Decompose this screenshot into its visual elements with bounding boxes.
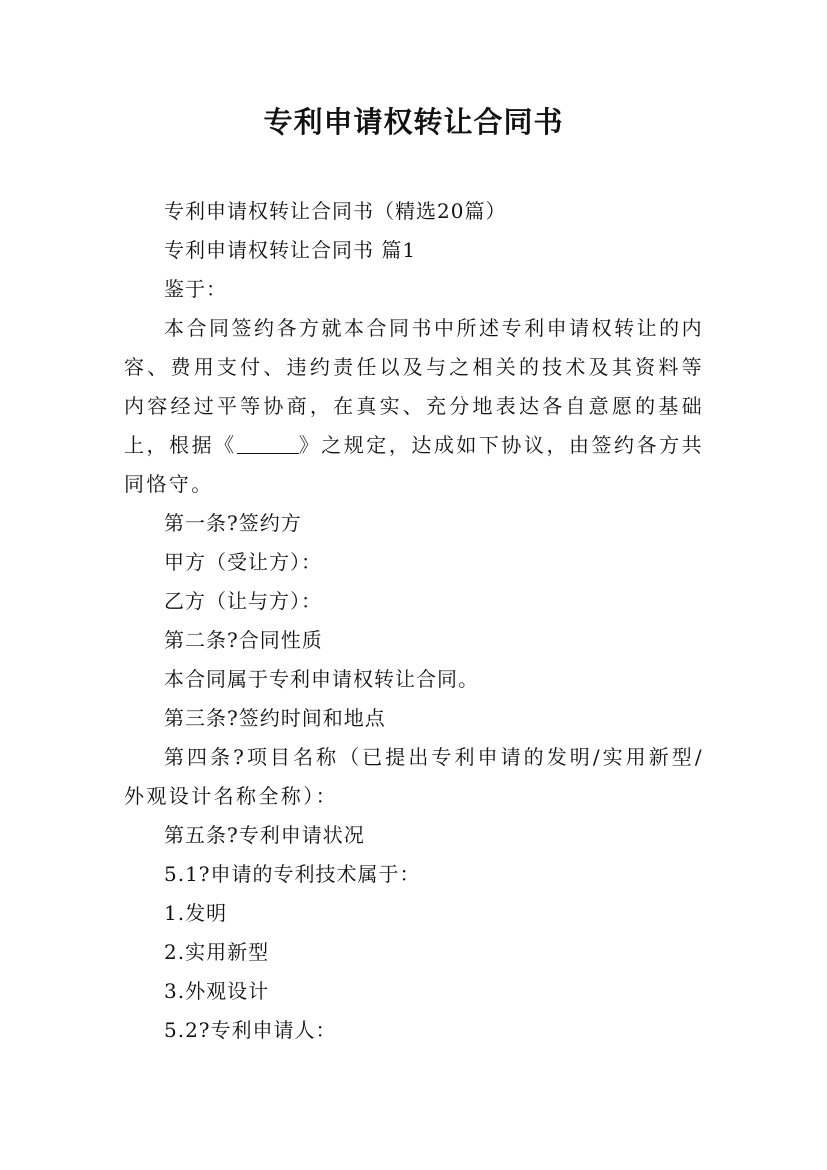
paragraph-article-2: 第二条?合同性质 xyxy=(164,628,323,652)
preamble-text-before: 本合同签约各方就本合同书中所述专利申请权转让的内容、费用支付、违约责任以及与之相关的技术及其资料等内容经过平等协商，在真实、充分地表达各自意愿的基础上，根据《 xyxy=(124,316,704,457)
paragraph-whereas: 鉴于： xyxy=(164,277,227,301)
paragraph-5-2: 5.2?专利申请人： xyxy=(164,1018,337,1042)
page-title: 专利申请权转让合同书 xyxy=(263,105,564,139)
document-body xyxy=(124,192,704,1050)
paragraph-utility-model: 2.实用新型 xyxy=(164,940,270,964)
paragraph-article-4: 第四条?项目名称（已提出专利申请的发明/实用新型/外观设计名称全称）： xyxy=(124,745,704,808)
paragraph-party-a: 甲方（受让方）： xyxy=(164,550,322,574)
preamble-text-after: 》之规定，达成如下协议，由签约各方共同恪守。 xyxy=(124,433,704,496)
paragraph-article-3: 第三条?签约时间和地点 xyxy=(164,706,386,730)
blank-fill-line xyxy=(237,433,299,454)
paragraph-article-1: 第一条?签约方 xyxy=(164,511,302,535)
paragraph-party-b: 乙方（让与方）： xyxy=(164,589,322,613)
paragraph-subtitle: 专利申请权转让合同书（精选20篇） xyxy=(164,199,507,223)
paragraph-invention: 1.发明 xyxy=(164,901,228,925)
paragraph-contract-nature: 本合同属于专利申请权转让合同。 xyxy=(164,667,479,691)
paragraph-section-heading: 专利申请权转让合同书 篇1 xyxy=(164,238,417,262)
paragraph-design: 3.外观设计 xyxy=(164,979,270,1003)
paragraph-article-5: 第五条?专利申请状况 xyxy=(164,823,365,847)
paragraph-5-1: 5.1?申请的专利技术属于： xyxy=(164,862,421,886)
paragraph-preamble xyxy=(124,309,704,504)
